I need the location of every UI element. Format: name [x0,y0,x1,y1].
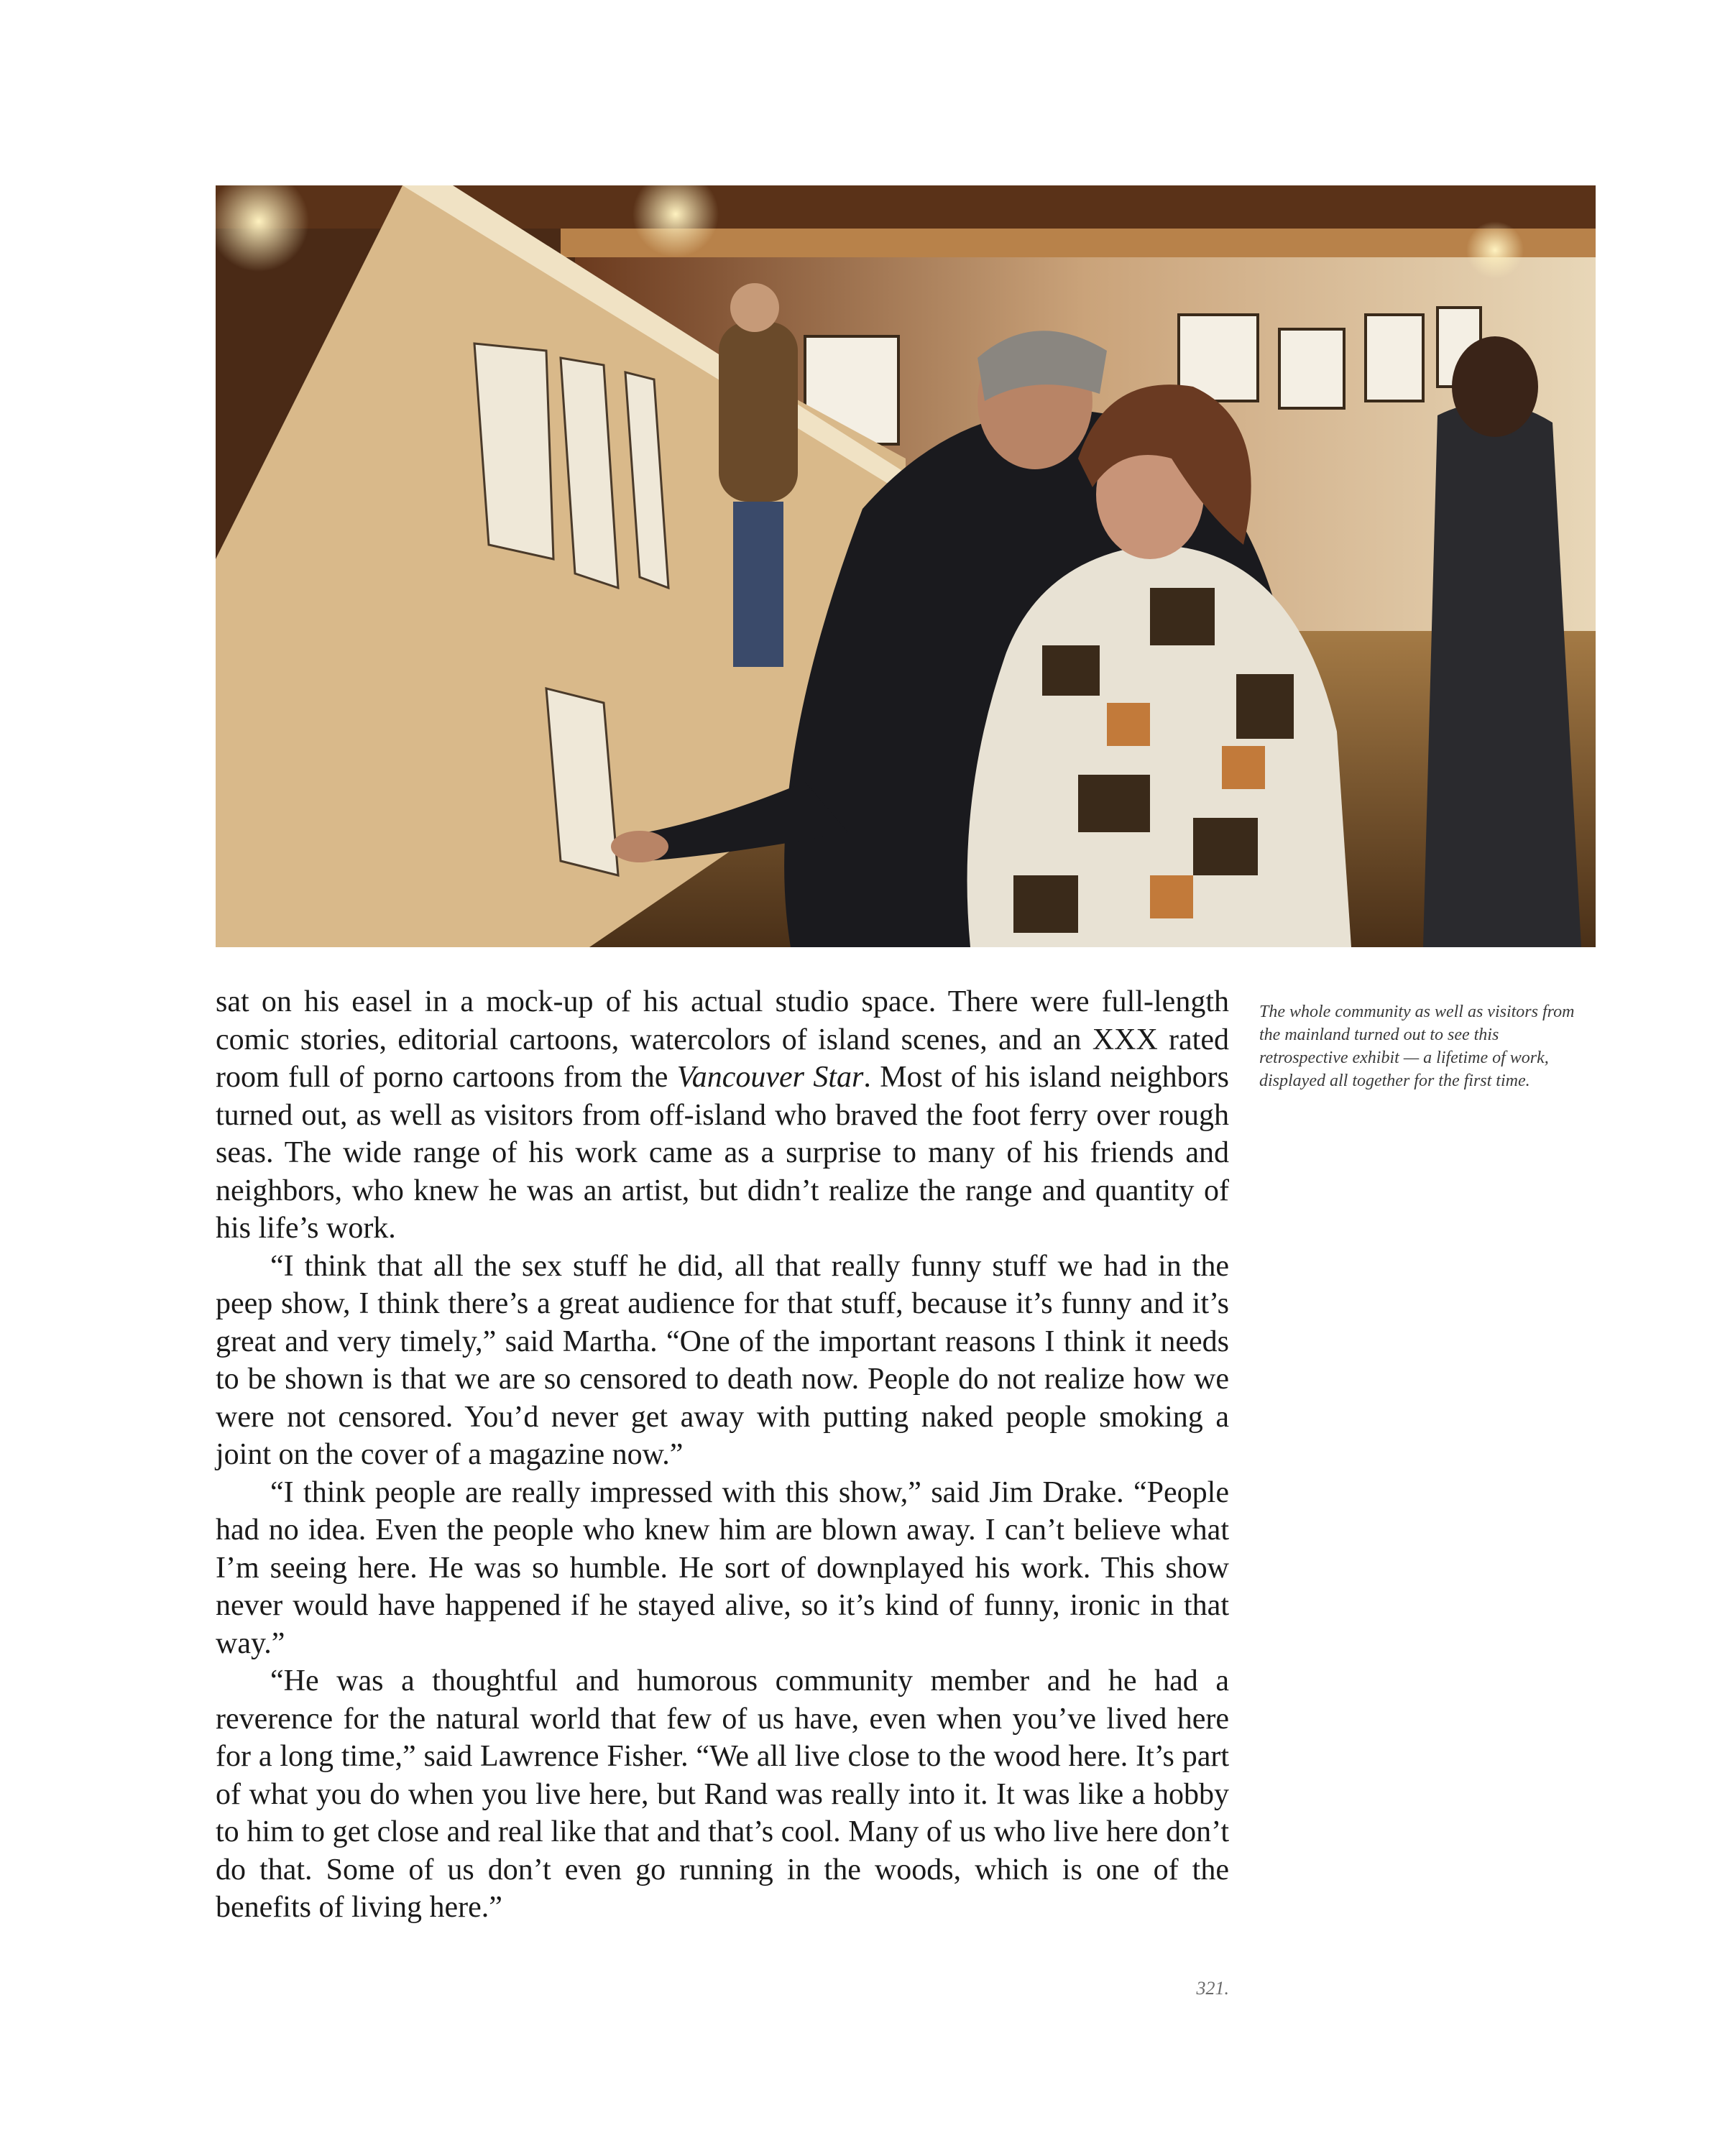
gallery-exhibit-photo-icon [216,185,1596,947]
paragraph-1-part-1: sat on his easel in a mock-up of his actual studio space. There were full-length comic stories, editorial cartoons, watercolors of island scenes, and an XXX rated room full of porno cartoons from the [216,985,1229,1094]
page-number: 321. [1196,1978,1229,1999]
paragraph-3: “I think people are really impressed with this show,” said Jim Drake. “People had no idea. Even the people who knew him are blown away. I can’t believe what I’m seeing here. He was so humble. He sort of downplayed his work. This show never would have happened if he stayed alive, so it’s kind of funny, ironic in that way.” [216,1475,1229,1660]
exhibit-photo [216,185,1596,947]
publication-title: Vancouver Star [676,1061,864,1094]
paragraph-4: “He was a thoughtful and humorous community member and he had a reverence for the natural world that few of us have, even when you’ve lived here for a long time,” said Lawrence Fisher. “We all live close to the wood here. It’s part of what you do when you live here, but Rand was really into it. It was like a hobby to him to get close and real like that and that’s cool. Many of us who live here don’t do that. Some of us don’t even go running in the woods, which is one of the benefits of living here.” [216,1664,1229,1924]
photo-caption: The whole community as well as visitors from the mainland turned out to see this retrospective exhibit — a lifetime of work, displayed all together for the first time. [1259,1003,1575,1090]
paragraph-2: “I think that all the sex stuff he did, all that really funny stuff we had in the peep show, I think there’s a great audience for that stuff, because it’s funny and it’s great and very timely,” said Martha. “One of the important reasons I think it needs to be shown is that we are so censored to death now. People do not realize how we were not censored. You’d never get away with putting naked people smoking a joint on the cover of a magazine now.” [216,1249,1229,1471]
body-text [216,983,1229,1927]
paragraph-1-part-2: . Most of his island neighbors turned out, as well as visitors from off-island who braved the foot ferry over rough seas. The wide range of his work came as a surprise to many of his friends and neighbors, who knew he was an artist, but didn’t realize the range and quantity of his life’s work. [216,1061,1230,1245]
paragraph-1 [216,983,1229,1248]
